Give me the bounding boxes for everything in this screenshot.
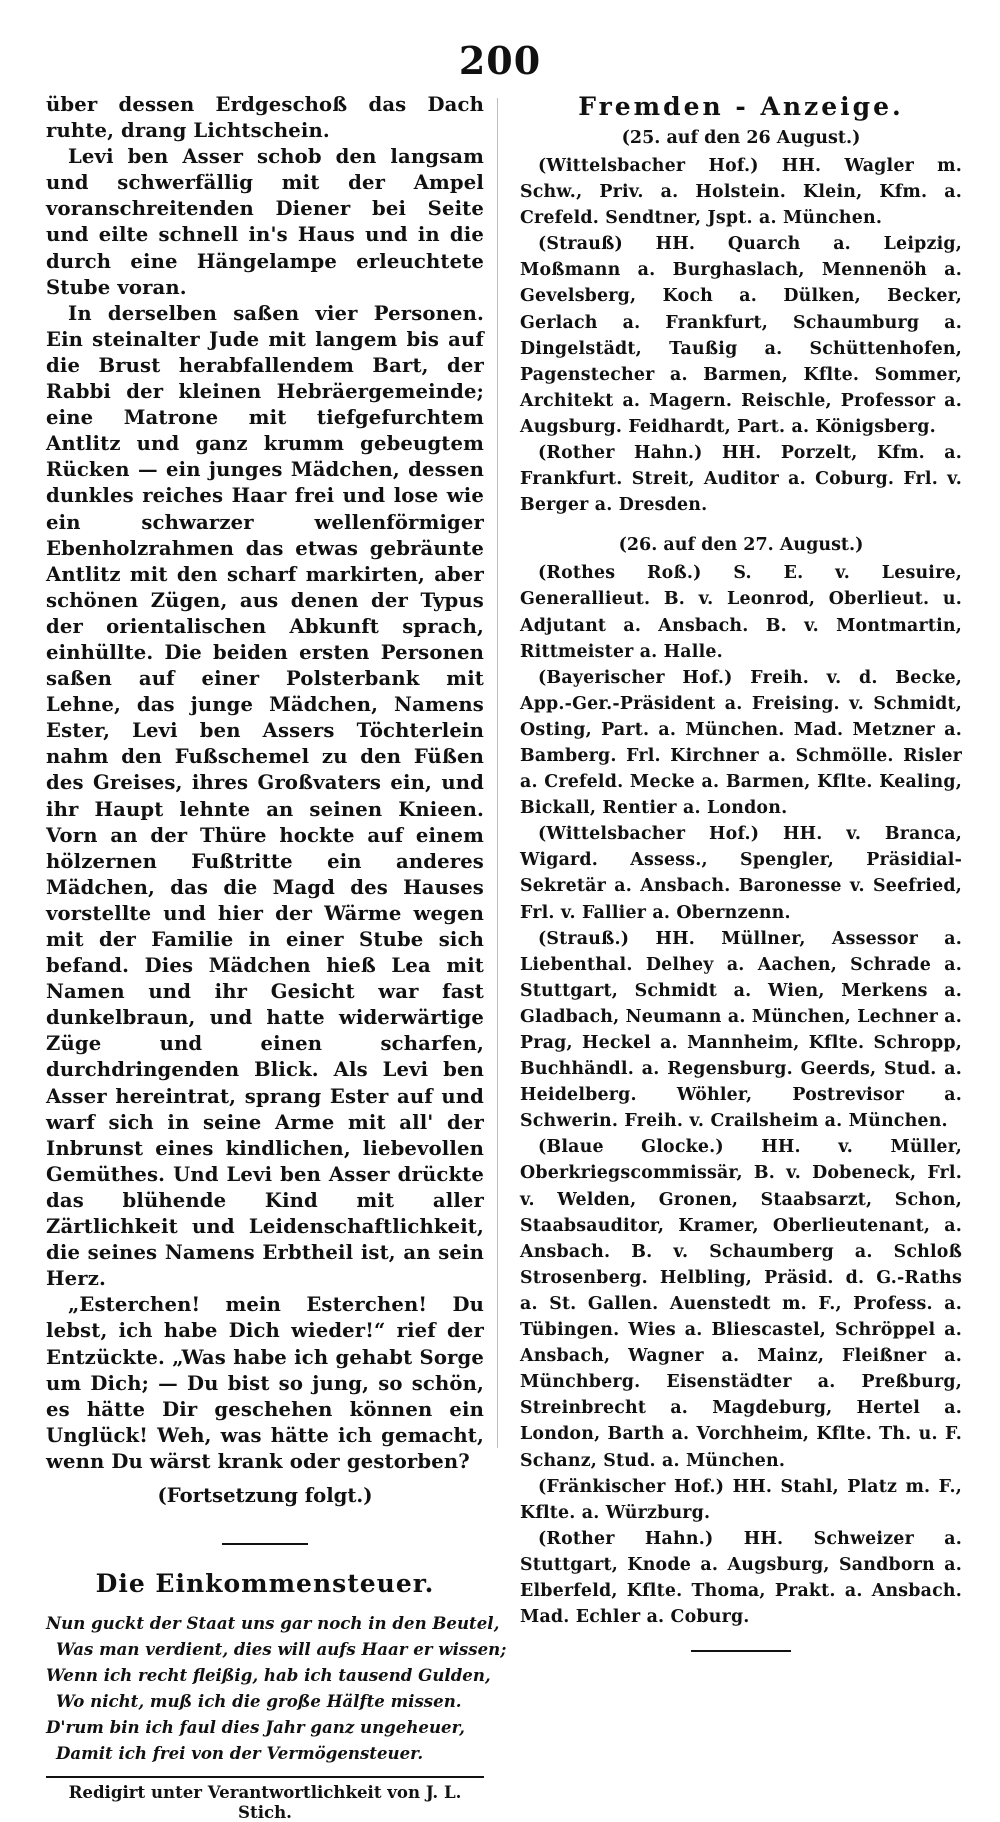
hotel-entry: (Wittelsbacher Hof.) HH. v. Branca, Wigard. Assess., Spengler, Präsidial-Sekretär a. Ansbach. Baronesse v. Seefried, Frl. v. Fallier a. Obernzenn. bbox=[520, 824, 962, 923]
right-column bbox=[520, 92, 962, 1652]
visitor-list-heading: Fremden - Anzeige. bbox=[578, 92, 904, 121]
poem-line: Wo nicht, muß ich die große Hälfte missen. bbox=[56, 1690, 462, 1711]
hotel-entry: (Strauß) HH. Quarch a. Leipzig, Moßmann a. Burghaslach, Mennenöh a. Gevelsberg, Koch a. Dülken, Becker, Gerlach a. Frankfurt, Schaumburg a. Dingelstädt, Taußig a. Schüttenhofen, Pagenstecher a. Barmen, Kflte. Sommer, Architekt a. Magern. Reischle, Professor a. Augsburg. Feidhardt, Part. a. Königsberg. bbox=[520, 234, 962, 437]
footer-rule bbox=[46, 1776, 484, 1778]
poem-line: D'rum bin ich faul dies Jahr ganz ungeheuer, bbox=[46, 1716, 465, 1737]
date-line: (25. auf den 26 August.) bbox=[621, 128, 861, 148]
story-paragraph: Levi ben Asser schob den langsam und schwerfällig mit der Ampel voranschreitenden Diener bei Seite und eilte schnell in's Haus und in die durch eine Hängelampe erleuchtete Stube voran. bbox=[46, 145, 484, 299]
poem-line: Damit ich frei von der Vermögensteuer. bbox=[56, 1742, 424, 1763]
hotel-entry: (Rother Hahn.) HH. Porzelt, Kfm. a. Frankfurt. Streit, Auditor a. Coburg. Frl. v. Berger a. Dresden. bbox=[520, 443, 962, 516]
hotel-entry: (Strauß.) HH. Müllner, Assessor a. Liebenthal. Delhey a. Aachen, Schrade a. Stuttgart, Schmidt a. Wien, Merkens a. Gladbach, Neumann a. München, Lechner a. Prag, Heckel a. Mannheim, Kflte. Schropp, Buchhändl. a. Regensburg. Geerds, Stud. a. Heidelberg. Wöhler, Postrevisor a. Schwerin. Freih. v. Crailsheim a. München. bbox=[520, 928, 963, 1132]
page-number: 200 bbox=[458, 38, 542, 83]
poem-line: Wenn ich recht fleißig, hab ich tausend Gulden, bbox=[46, 1664, 491, 1685]
hotel-entry: (Fränkischer Hof.) HH. Stahl, Platz m. F., Kflte. a. Würzburg. bbox=[520, 1476, 962, 1523]
section-rule bbox=[222, 1543, 308, 1545]
story-paragraph: über dessen Erdgeschoß das Dach ruhte, drang Lichtschein. bbox=[46, 93, 484, 143]
poem bbox=[46, 1610, 507, 1766]
poem-line: Nun guckt der Staat uns gar noch in den Beutel, bbox=[46, 1612, 500, 1633]
hotel-entry: (Bayerischer Hof.) Freih. v. d. Becke, App.-Ger.-Präsident a. Freising. v. Schmidt, Osting, Part. a. München. Mad. Metzner a. Bamberg. Frl. Kirchner a. Schmölle. Risler a. Crefeld. Mecke a. Barmen, Kflte. Kealing, Bickall, Rentier a. London. bbox=[520, 667, 962, 819]
column-divider bbox=[497, 98, 498, 1448]
end-rule bbox=[691, 1650, 791, 1652]
hotel-entry: (Rothes Roß.) S. E. v. Lesuire, Generallieut. B. v. Leonrod, Oberlieut. u. Adjutant a. Ansbach. B. v. Montmartin, Rittmeister a. Halle. bbox=[520, 563, 962, 662]
story-paragraph: In derselben saßen vier Personen. Ein steinalter Jude mit langem bis auf die Brust herabfallendem Bart, der Rabbi der kleinen Hebräergemeinde; eine Matrone mit tiefgefurchtem Antlitz und ganz krumm gebeugtem Rücken — ein junges Mädchen, dessen dunkles reiches Haar frei und lose wie ein schwarzer wellenförmiger Ebenholzrahmen das etwas gebräunte Antlitz mit den scharf markirten, aber schönen Zügen, aus denen der Typus der orientalischen Abkunft sprach, einhüllte. Die beiden ersten Personen saßen auf einer Polsterbank mit Lehne, das junge Mädchen, Namens Ester, Levi ben Assers Töchterlein nahm den Fußschemel zu den Füßen des Greises, ihres Großvaters ein, und ihr Haupt lehnte an seinen Knieen. Vorn an der Thüre hockte auf einem hölzernen Fußtritte ein anderes Mädchen, das die Magd des Hauses vorstellte und hier der Wärme wegen mit der Familie in einer Stube sich befand. Dies Mädchen hieß Lea mit Namen und ihr Gesicht war fast dunkelbraun, und hatte widerwärtige Züge und einen scharfen, durchdringenden Blick. Als Levi ben Asser hereintrat, sprang Ester auf und warf sich in seine Arme mit all' der Inbrunst eines kindlichen, liebevollen Gemüthes. Und Levi ben Asser drückte das blühende Kind mit aller Zärtlichkeit und Leidenschaftlichkeit, die seines Namens Erbtheil ist, an sein Herz. bbox=[46, 301, 484, 1291]
poem-line: Was man verdient, dies will aufs Haar er wissen; bbox=[56, 1638, 507, 1659]
hotel-entry: (Rother Hahn.) HH. Schweizer a. Stuttgart, Knode a. Augsburg, Sandborn a. Elberfeld, Kflte. Thoma, Prakt. a. Ansbach. Mad. Echler a. Coburg. bbox=[520, 1528, 962, 1628]
hotel-entry: (Wittelsbacher Hof.) HH. Wagler m. Schw., Priv. a. Holstein. Klein, Kfm. a. Crefeld. Sendtner, Jspt. a. München. bbox=[520, 156, 962, 229]
hotel-entry: (Blaue Glocke.) HH. v. Müller, Oberkriegscommissär, B. v. Dobeneck, Frl. v. Welden, Gronen, Staabsarzt, Schon, Staabsauditor, Kramer, Oberlieutenant, a. Ansbach. B. v. Schaumberg a. Schloß Strosenberg. Helbling, Präsid. d. G.-Raths a. St. Gallen. Auenstedt m. F., Profess. a. Tübingen. Wies a. Bliescastel, Schröppel a. Ansbach, Wagner a. Mainz, Fleißner a. Münchberg. Eisenstädter a. Preßburg, Streinbrecht a. Magdeburg, Hertel a. London, Barth a. Vorchheim, Kflte. Th. u. F. Schanz, Stud. a. München. bbox=[520, 1137, 962, 1471]
continuation-note: (Fortsetzung folgt.) bbox=[157, 1483, 373, 1507]
date-line: (26. auf den 27. August.) bbox=[618, 535, 864, 556]
editor-footer: Redigirt unter Verantwortlichkeit von J. L. Stich. bbox=[68, 1781, 462, 1822]
poem-title: Die Einkommensteuer. bbox=[95, 1568, 435, 1598]
story-paragraph: „Esterchen! mein Esterchen! Du lebst, ich habe Dich wieder!“ rief der Entzückte. „Was habe ich gehabt Sorge um Dich; — Du bist so jung, so schön, es hätte Dir geschehen können ein Unglück! Weh, was hätte ich gemacht, wenn Du wärst krank oder gestorben? bbox=[46, 1293, 484, 1473]
spacer bbox=[520, 518, 962, 532]
left-column bbox=[46, 92, 507, 1822]
